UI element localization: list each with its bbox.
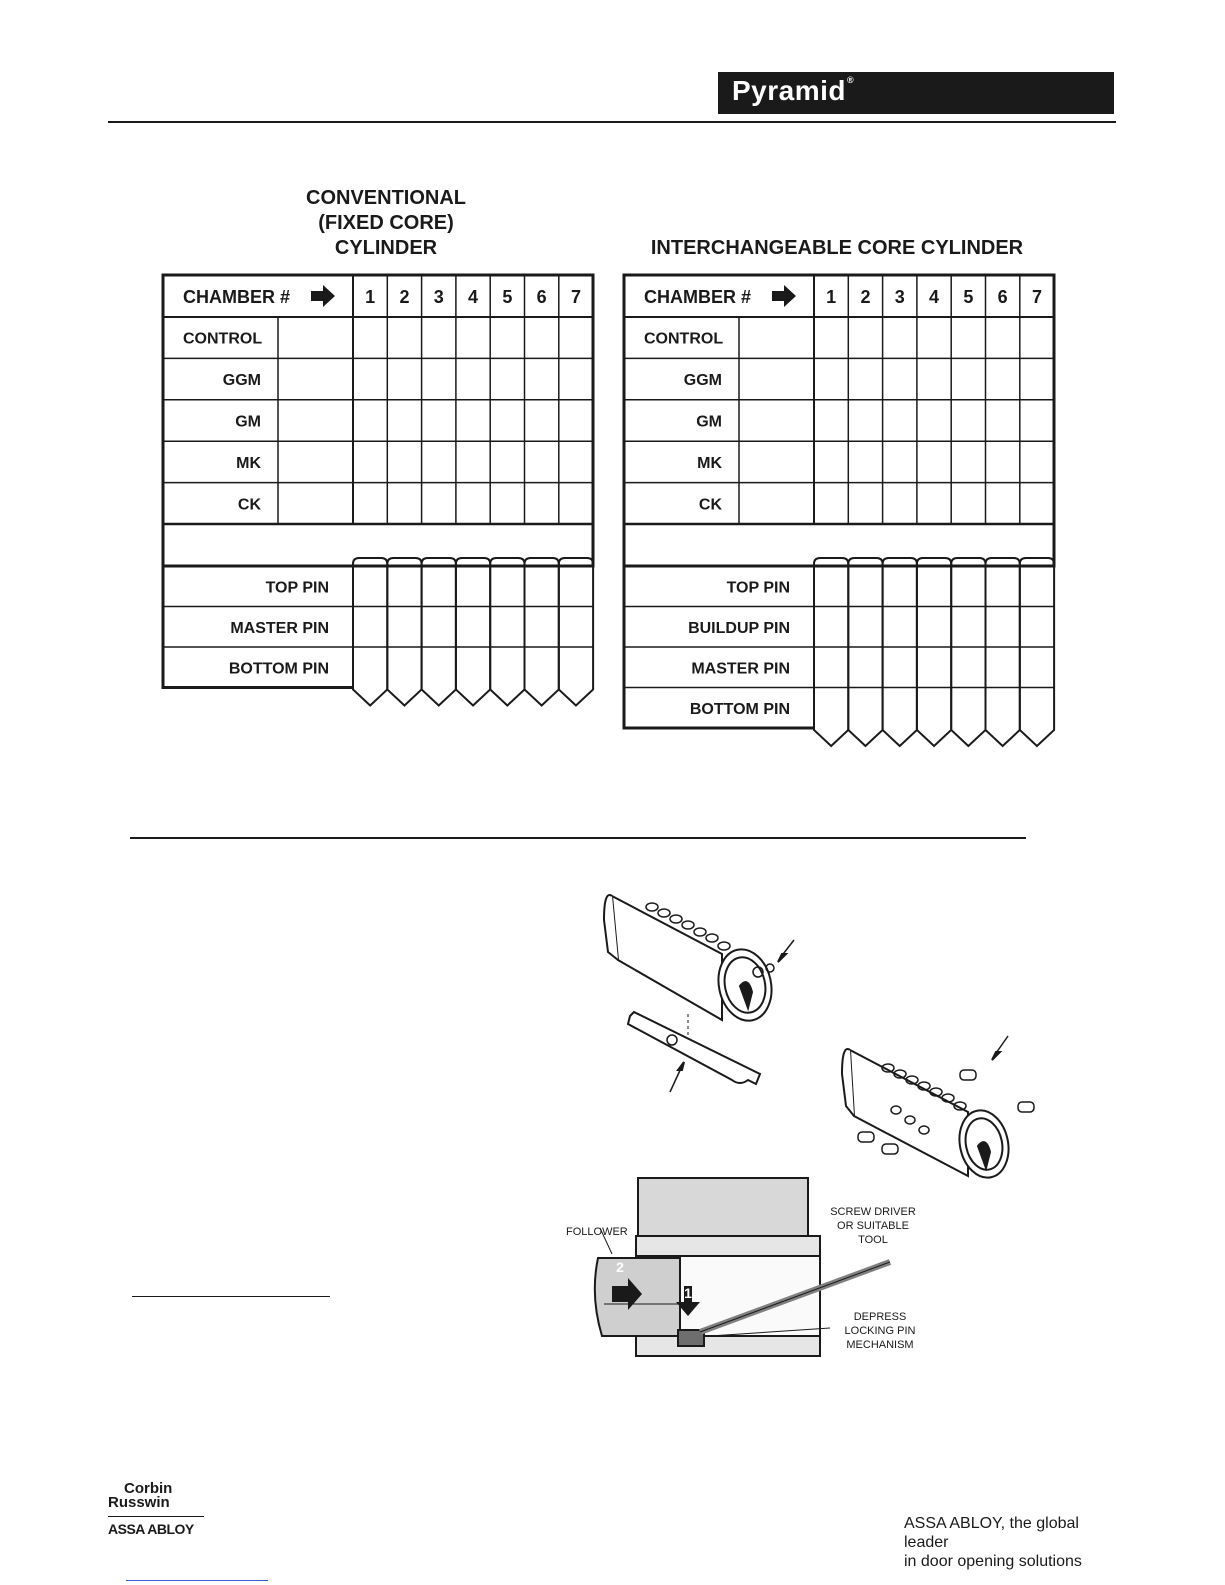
interchangeable-key-row-label: MK xyxy=(697,454,722,472)
conventional-key-row-label: MK xyxy=(236,454,261,472)
conventional-pin-column-4 xyxy=(456,558,490,706)
interchangeable-chamber-number: 1 xyxy=(826,287,837,307)
interchangeable-key-row-label: CONTROL xyxy=(644,330,724,348)
core-removal-illustration xyxy=(560,880,1080,1380)
step-1-label: 1 xyxy=(684,1285,692,1301)
conventional-chamber-number: 5 xyxy=(502,287,513,307)
conventional-pin-row-label: BOTTOM PIN xyxy=(228,660,329,678)
conventional-pin-column-3 xyxy=(422,558,456,706)
brand-banner xyxy=(718,72,1114,114)
conventional-key-row-label: GGM xyxy=(222,372,261,390)
conventional-arrow-right-icon xyxy=(311,285,335,307)
interchangeable-title: INTERCHANGEABLE CORE CYLINDER xyxy=(650,237,1024,259)
interchangeable-pin-row-label: BOTTOM PIN xyxy=(689,700,790,718)
conventional-pinning-chart xyxy=(163,275,603,725)
conventional-chamber-number: 1 xyxy=(365,287,376,307)
conventional-pin-column-7 xyxy=(559,558,593,706)
corbin-russwin-logo: Corbin Russwin ASSA ABLOY xyxy=(108,1482,228,1537)
conventional-pin-column-5 xyxy=(490,558,524,706)
interchangeable-pin-column-7 xyxy=(1020,558,1054,746)
conventional-pin-column-2 xyxy=(387,558,421,706)
depress-label: DEPRESS LOCKING PIN MECHANISM xyxy=(844,1311,916,1351)
interchangeable-pin-column-3 xyxy=(883,558,917,746)
conventional-key-row-label: CK xyxy=(237,496,261,514)
interchangeable-pin-column-5 xyxy=(951,558,985,746)
interchangeable-chamber-number: 4 xyxy=(929,287,940,307)
interchangeable-pin-column-1 xyxy=(814,558,848,746)
follower-label: FOLLOWER xyxy=(566,1226,628,1238)
footer-tagline: ASSA ABLOY, the global leader in door opening solutions xyxy=(904,1515,1082,1570)
interchangeable-chamber-label: CHAMBER # xyxy=(644,287,752,307)
cylinder-pins-image xyxy=(842,1036,1034,1182)
interchangeable-chamber-number: 3 xyxy=(894,287,905,307)
interchangeable-chamber-number: 7 xyxy=(1031,287,1042,307)
conventional-chamber-number: 3 xyxy=(433,287,444,307)
interchangeable-key-row-label: GGM xyxy=(683,372,722,390)
section-rule xyxy=(130,837,1026,839)
footer-link-underline xyxy=(126,1580,268,1581)
conventional-key-row-label: GM xyxy=(235,413,261,431)
interchangeable-pin-column-6 xyxy=(986,558,1020,746)
interchangeable-pin-row-label: BUILDUP PIN xyxy=(688,619,790,637)
cylinder-core-image xyxy=(604,895,794,1026)
conventional-pin-row-label: TOP PIN xyxy=(265,579,329,597)
control-key-image xyxy=(628,1012,760,1092)
conventional-pin-column-6 xyxy=(525,558,559,706)
conventional-key-row-label: CONTROL xyxy=(183,330,263,348)
interchangeable-pinning-chart xyxy=(624,275,1064,765)
interchangeable-chamber-number: 5 xyxy=(963,287,974,307)
conventional-chamber-label: CHAMBER # xyxy=(183,287,291,307)
step-2-label: 2 xyxy=(616,1259,624,1275)
conventional-chamber-number: 6 xyxy=(536,287,547,307)
conventional-chamber-number: 2 xyxy=(399,287,410,307)
interchangeable-pin-column-2 xyxy=(848,558,882,746)
conventional-chamber-number: 4 xyxy=(468,287,479,307)
interchangeable-key-row-label: GM xyxy=(696,413,722,431)
conventional-title: CONVENTIONAL (FIXED CORE) CYLINDER xyxy=(306,187,466,259)
brand-logo: Pyramid® xyxy=(732,75,855,106)
interchangeable-key-row-label: CK xyxy=(698,496,722,514)
conventional-chamber-number: 7 xyxy=(570,287,581,307)
conventional-pin-row-label: MASTER PIN xyxy=(230,619,329,637)
interchangeable-pin-row-label: MASTER PIN xyxy=(691,660,790,678)
interchangeable-chamber-number: 2 xyxy=(860,287,871,307)
interchangeable-pin-column-4 xyxy=(917,558,951,746)
interchangeable-arrow-right-icon xyxy=(772,285,796,307)
tool-label: SCREW DRIVER OR SUITABLE TOOL xyxy=(830,1206,916,1246)
blank-underline xyxy=(132,1296,330,1297)
interchangeable-pin-row-label: TOP PIN xyxy=(726,579,790,597)
header-rule xyxy=(108,121,1116,123)
conventional-pin-column-1 xyxy=(353,558,387,706)
interchangeable-chamber-number: 6 xyxy=(997,287,1008,307)
